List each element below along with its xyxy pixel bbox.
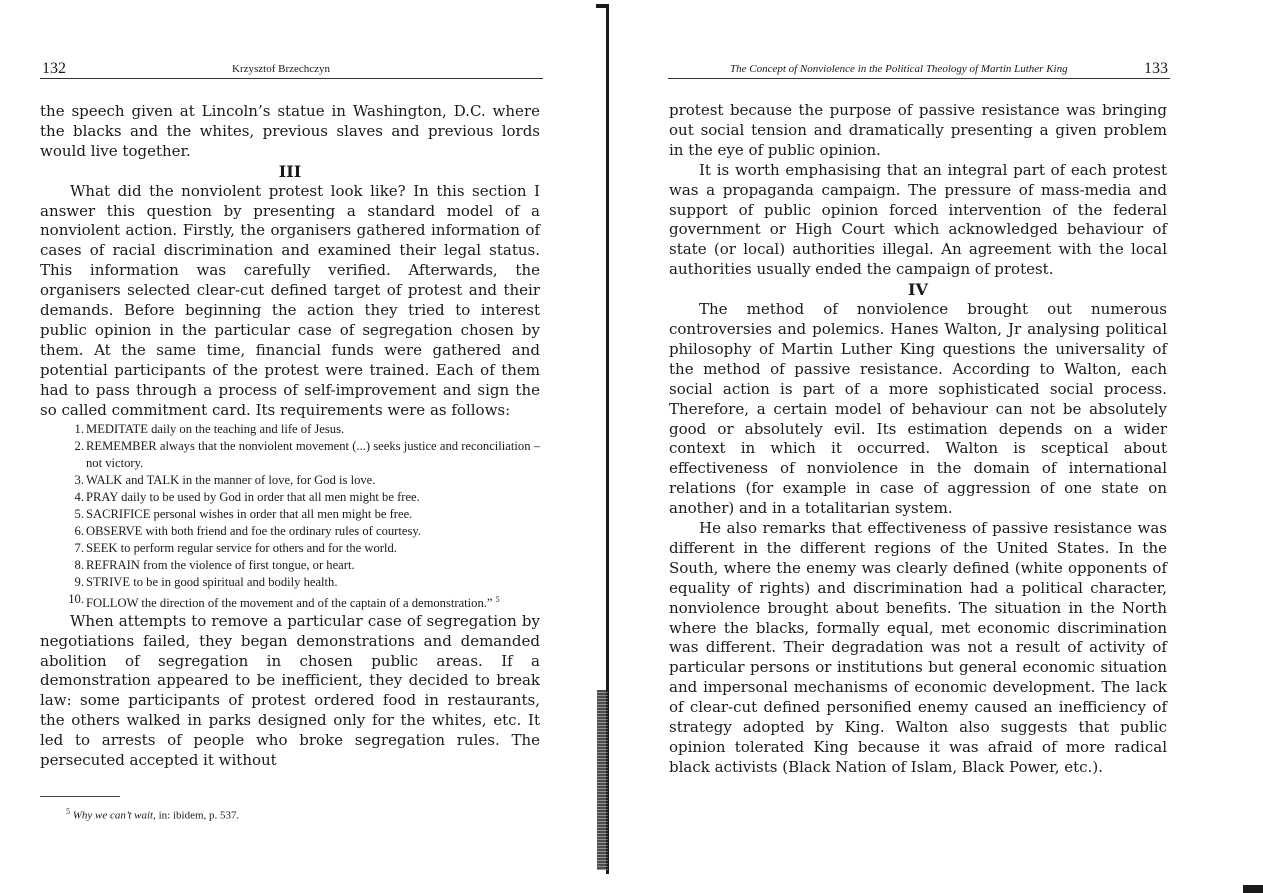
footnote-number: 5 [66, 807, 70, 816]
requirement-item: 4. PRAY daily to be used by God in order that all men might be free. [74, 489, 420, 504]
scan-corner-mark [1243, 885, 1263, 893]
paragraph-controversies: The method of nonviolence brought out numerous controversies and polemics. Hanes Walton, Jr analysing political philosophy of Martin Luther King questions the universality of the method of passive resistance. According to Walton, each social action is part of a more sophisticated social process. Therefore, a certain model of behaviour can not be absolutely good or absolutely evil. Its estimation depends on a wider context in which it occurred. Walton is sceptical about effectiveness of nonviolence in the domain of international relations (for example in case of aggression of one state on another) and in a totalitarian system. [669, 300, 1167, 518]
requirement-item: 3. WALK and TALK in the manner of love, for God is love. [74, 472, 376, 487]
section-heading-iii: III [278, 161, 302, 181]
requirement-item: 9. STRIVE to be in good spiritual and bodily health. [74, 574, 338, 589]
paragraph-protest-purpose: protest because the purpose of passive resistance was bringing out social tension and dramatically presenting a given problem in the eye of public opinion. [669, 101, 1167, 159]
paragraph-propaganda: It is worth emphasising that an integral part of each protest was a propaganda campaign. The pressure of mass-media and support of public opinion forced intervention of the federal government or High Court which acknowledged behaviour of state (or local) authorities illegal. An agreement with the local authorities usually ended the campaign of protest. [669, 160, 1167, 279]
requirement-item: 8. REFRAIN from the violence of first tongue, or heart. [74, 557, 355, 572]
requirement-item: 7. SEEK to perform regular service for others and for the world. [74, 540, 397, 555]
paragraph-demonstrations: When attempts to remove a particular case of segregation by negotiations failed, they began demonstrations and demanded abolition of segregation in chosen public areas. If a demonstration appeared to be inefficient, they decided to break law: some participants of protest ordered food in restaurants, the others walked in parks designed only for the whites, etc. It led to arrests of people who broke segregation rules. The persecuted accepted it without [40, 611, 540, 770]
left-running-head: Krzysztof Brzechczyn [232, 63, 331, 75]
commitment-card-requirements [40, 421, 540, 612]
spine-shadow [597, 690, 608, 870]
paragraph-model-of-action: What did the nonviolent protest look like? In this section I answer this question by presenting a standard model of a nonviolent action. Firstly, the organisers gathered information of cases of racial discrimination and examined their legal status. This information was carefully verified. Afterwards, the organisers selected clear-cut defined target of protest and their demands. Before beginning the action they tried to interest public opinion in the particular case of segregation chosen by them. At the same time, financial funds were gathered and potential participants of the protest were trained. Each of them had to pass through a process of self-improvement and sign the so called commitment card. Its requirements were as follows: [40, 181, 540, 419]
left-page [0, 0, 600, 893]
paragraph-regional-effectiveness: He also remarks that effectiveness of passive resistance was different in the different regions of the United States. In the South, where the enemy was clearly defined (white opponents of equality of rights) and discrimination had a political character, nonviolence brought about benefits. The situation in the North where the blacks, formally equal, met economic discrimination was different. Their degradation was not a result of activity of particular persons or institutions but general economic situation and impersonal mechanisms of economic development. The lack of clear-cut defined personified enemy caused an inefficiency of strategy adopted by King. Walton also suggests that public opinion tolerated King because it was afraid of more radical black activists (Black Nation of Islam, Black Power, etc.). [669, 519, 1167, 776]
requirement-item: 6. OBSERVE with both friend and foe the ordinary rules of courtesy. [74, 523, 421, 538]
right-page [620, 0, 1263, 893]
right-running-head: The Concept of Nonviolence in the Political Theology of Martin Luther King [730, 63, 1068, 75]
left-page-number: 132 [42, 60, 66, 77]
requirement-item: 10. FOLLOW the direction of the movement and of the captain of a demonstration.” $^5$ [68, 591, 500, 610]
right-page-header [668, 56, 1170, 79]
left-page-body [40, 102, 540, 771]
requirement-item: 5. SACRIFICE personal wishes in order that all men might be free. [74, 506, 413, 521]
right-page-body [669, 101, 1167, 778]
footnote-title: Why we can’t wait [72, 809, 154, 822]
footnote-citation: , in: ibidem, p. 537. [153, 809, 240, 822]
right-page-number: 133 [1144, 60, 1168, 77]
opening-paragraph: the speech given at Lincoln’s statue in Washington, D.C. where the blacks and the whites, previous slaves and previous lords would live together. [40, 102, 540, 160]
section-heading-iv: IV [908, 280, 928, 300]
requirement-item: 2. REMEMBER always that the nonviolent movement (...) seeks justice and reconciliation – not victory. [74, 438, 540, 470]
requirement-item: 1. MEDITATE daily on the teaching and life of Jesus. [74, 421, 345, 436]
left-page-header [40, 56, 543, 79]
footnote [66, 807, 239, 822]
footnote-separator [40, 796, 120, 797]
footnote-reference[interactable]: 5 [495, 594, 500, 604]
